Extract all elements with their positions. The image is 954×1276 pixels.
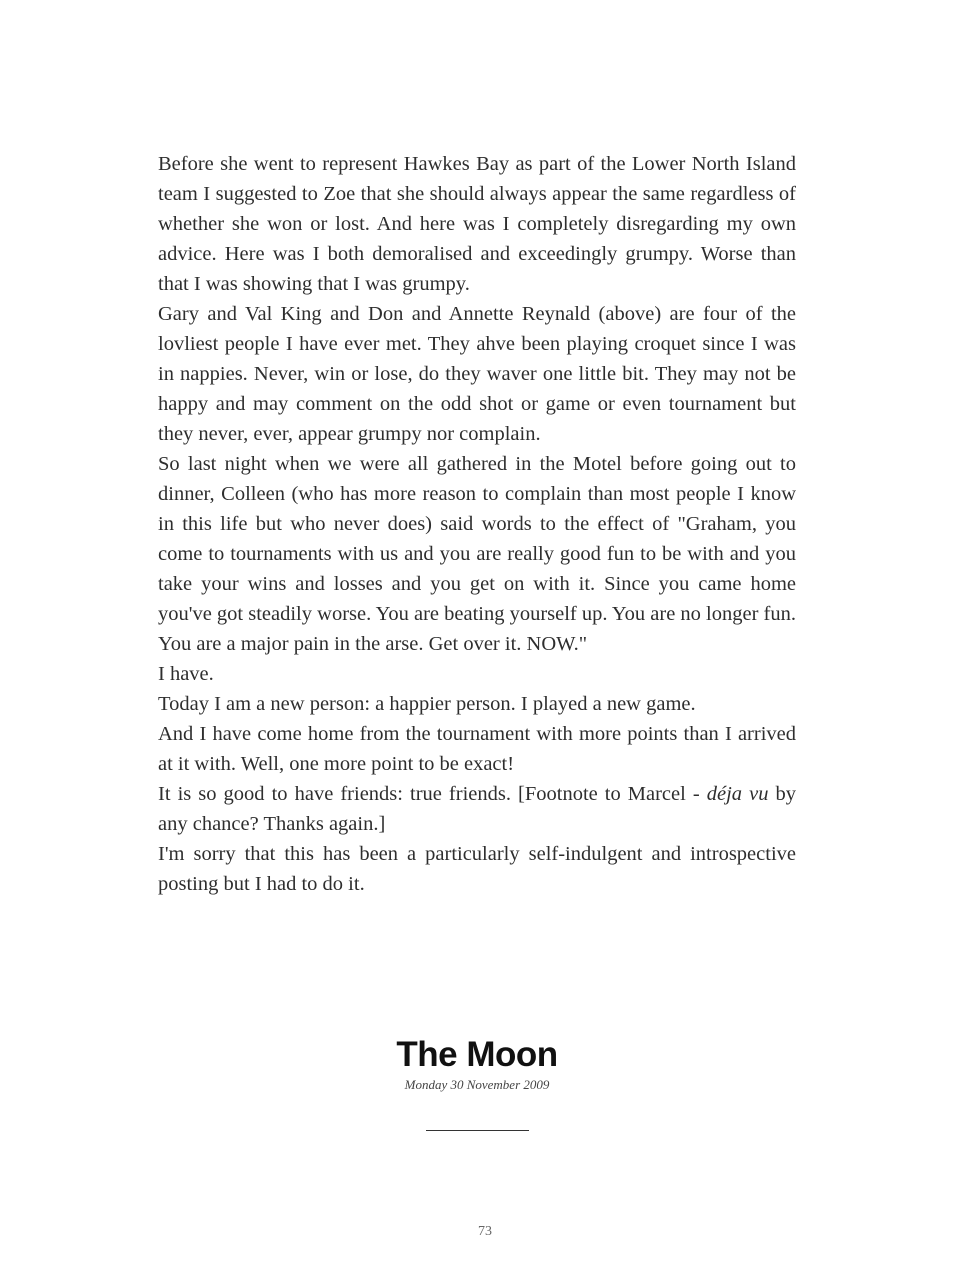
friends-text-before: It is so good to have friends: true friends. [Footnote to Marcel - <box>158 783 707 805</box>
paragraph-i-have: I have. <box>158 663 214 685</box>
page-number: 73 <box>478 1224 492 1239</box>
paragraph-advice: Before she went to represent Hawkes Bay as part of the Lower North Island team I suggested to Zoe that she should always appear the same regardless of whether she won or lost. And here was I completely disregarding my own advice. Here was I both demoralised and exceedingly grumpy. Worse than that I was showing that I was grumpy. <box>158 153 796 295</box>
paragraph-closing: I'm sorry that this has been a particularly self-indulgent and introspective posting but I had to do it. <box>158 843 796 895</box>
friends-text-after: by any chance? Thanks again.] <box>158 783 796 835</box>
paragraph-new-person: Today I am a new person: a happier person. I played a new game. <box>158 693 696 715</box>
paragraph-colleen-quote: So last night when we were all gathered in the Motel before going out to dinner, Colleen (who has more reason to complain than most people I know in this life but who never does) said words to the effect of "Graham, you come to tournaments with us and you are really good fun to be with and you take your wins and losses and you get on with it. Since you came home you've got steadily worse. You are beating yourself up. You are no longer fun. You are a major pain in the arse. Get over it. NOW." <box>158 453 796 655</box>
deja-vu-italic: déja vu <box>706 783 769 805</box>
post-body <box>158 149 796 899</box>
title-divider <box>426 1130 529 1131</box>
next-post-date: Monday 30 November 2009 <box>404 1077 550 1092</box>
paragraph-friends-described: Gary and Val King and Don and Annette Reynald (above) are four of the lovliest people I have ever met. They ahve been playing croquet since I was in nappies. Never, win or lose, do they waver one little bit. They may not be happy and may comment on the odd shot or game or even tournament but they never, ever, appear grumpy nor complain. <box>158 303 796 445</box>
next-post-title: The Moon <box>396 1035 558 1074</box>
paragraph-points: And I have come home from the tournament with more points than I arrived at it with. Well, one more point to be exact! <box>158 723 796 775</box>
paragraph-true-friends <box>158 779 796 839</box>
